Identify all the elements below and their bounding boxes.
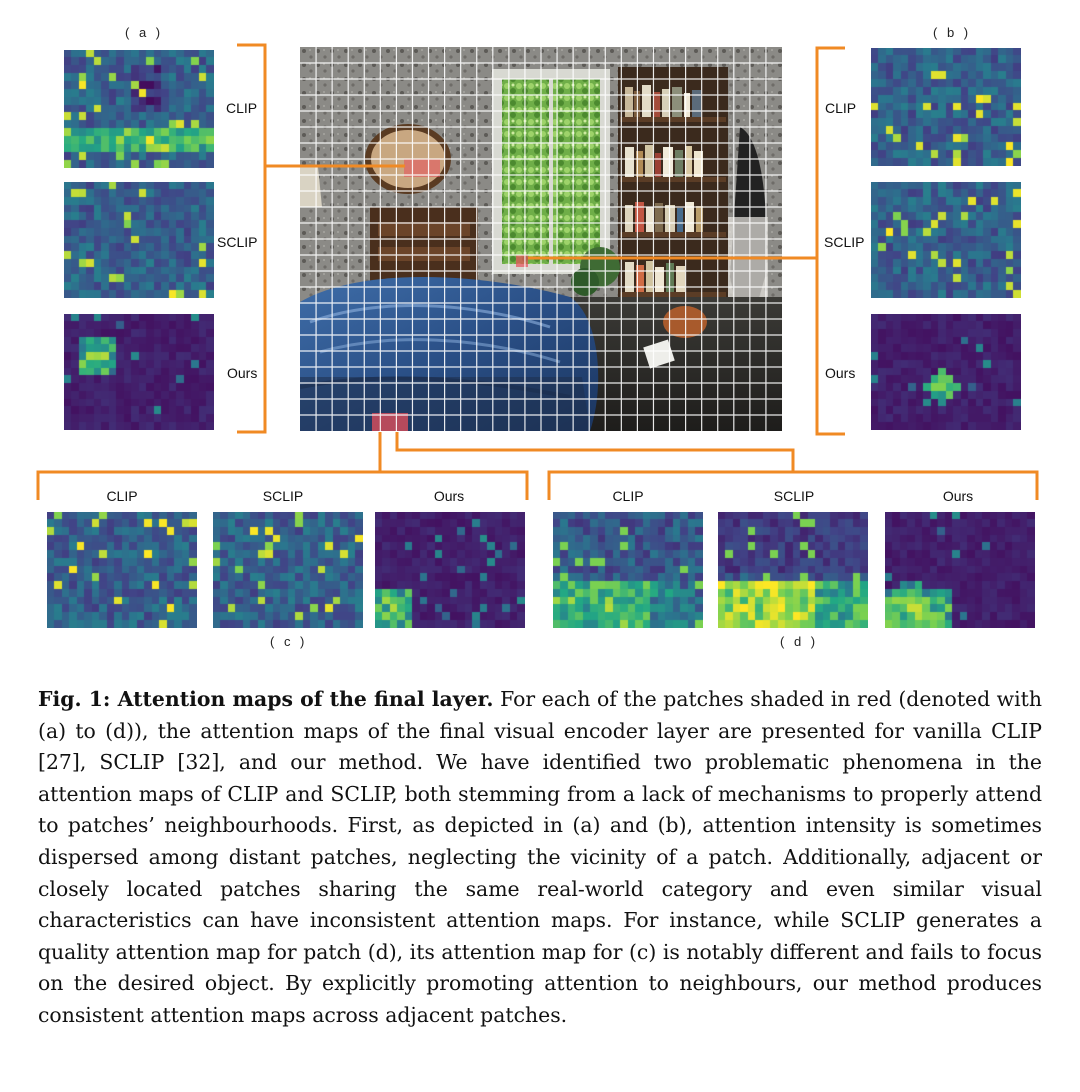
label-a-sclip: SCLIP <box>217 234 258 250</box>
label-c-ours: Ours <box>433 488 465 504</box>
panel-letter-a: ( a ) <box>125 25 164 40</box>
label-d-ours: Ours <box>942 488 974 504</box>
caption-head: Fig. 1: Attention maps of the final layer. <box>38 687 494 711</box>
label-b-ours: Ours <box>825 365 856 381</box>
label-d-sclip: SCLIP <box>773 488 815 504</box>
label-a-clip: CLIP <box>226 100 258 116</box>
label-d-clip: CLIP <box>612 488 644 504</box>
label-b-sclip: SCLIP <box>824 234 865 250</box>
panel-letter-c: ( c ) <box>270 634 308 649</box>
caption-body: For each of the patches shaded in red (denoted with (a) to (d)), the attention maps of the final visual encoder layer are presented for vanilla CLIP [27], SCLIP [32], and our method. We have identified two problematic phenomena in the attention maps of CLIP and SCLIP, both stemming from a lack of mechanisms to properly attend to patches’ neighbourhoods. First, as depicted in (a) and (b), attention intensity is sometimes dispersed among distant patches, neglecting the vicinity of a patch. Additionally, adjacent or closely located patches sharing the same real-world category and even similar visual characteristics can have inconsistent attention maps. For instance, while SCLIP generates a quality attention map for patch (d), its attention map for (c) is notably different and fails to focus on the desired object. By explicitly promoting attention to neighbours, our method produces consistent attention maps across adjacent patches. <box>38 687 1042 1027</box>
panel-letter-d: ( d ) <box>780 634 819 649</box>
figure-caption <box>38 684 1042 1032</box>
label-c-sclip: SCLIP <box>262 488 304 504</box>
label-c-clip: CLIP <box>106 488 138 504</box>
label-a-ours: Ours <box>227 365 258 381</box>
label-b-clip: CLIP <box>825 100 857 116</box>
panel-letter-b: ( b ) <box>933 25 972 40</box>
